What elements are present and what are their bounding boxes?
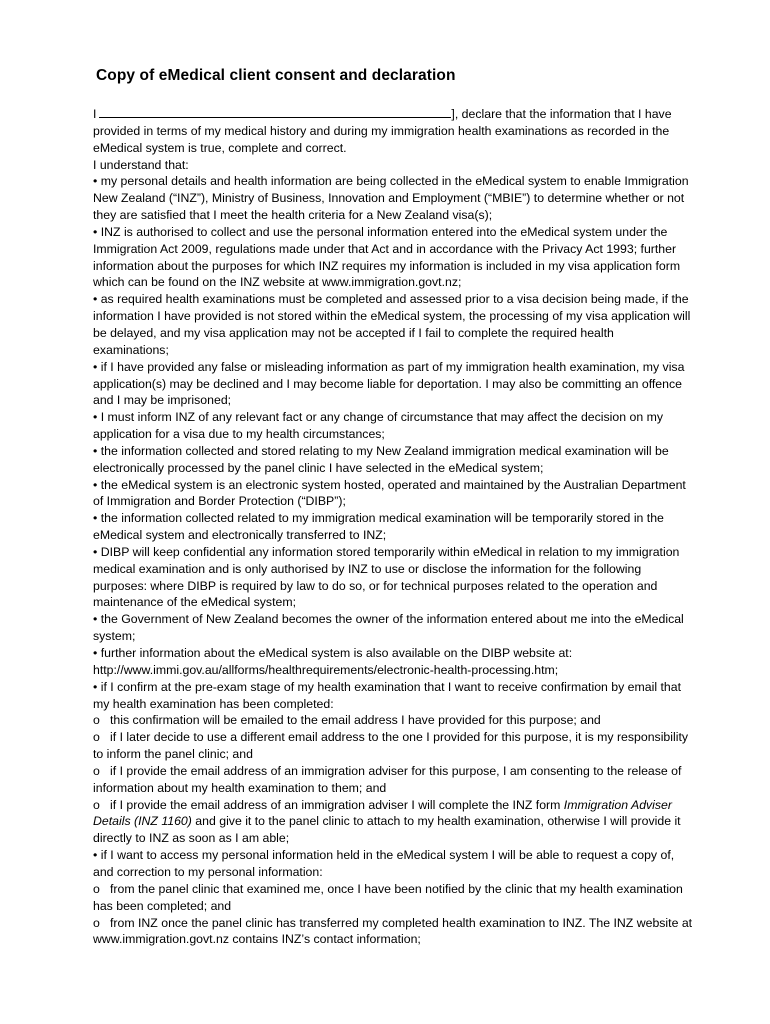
declaration-line [93,107,641,121]
bullet-item: • if I want to access my personal information held in the eMedical system I will be able to request a copy of, and correction to my personal information: [93,848,675,879]
sub-item-text: if I later decide to use a different email address to the one I provided for this purpose, it is my responsibility to inform the panel clinic; and [93,730,689,762]
bullet-item: • the Government of New Zealand becomes the owner of the information entered about me into the eMedical system; [93,612,684,644]
bullet-item: • as required health examinations must be completed and assessed prior to a visa decision being made, if the information I have provided is not stored within the eMedical system, the processing of my visa application will be delayed, and my visa application may not be accepted if I fail to complete the required health examinations; [93,292,691,357]
sub-item [93,797,693,848]
declaration-rest: have provided in terms of my medical history and during my immigration health examinations as recorded in the eMedical system is true, complete and correct. [93,107,672,155]
sub-item-text: this confirmation will be emailed to the email address I have provided for this purpose; and [110,713,601,728]
sub-marker: o [93,763,100,778]
bullet-item: • the information collected related to my immigration medical examination will be temporarily stored in the eMedical system and electronically transferred to INZ; [93,511,664,543]
sub-item-text-after: and give it to the panel clinic to attach to my health examination, otherwise I will provide it directly to INZ as soon as I am able; [93,814,681,846]
sub-item [93,915,693,949]
form-name-italic: Immigration Adviser Details (INZ 1160) [93,797,672,829]
sub-item-text: from INZ once the panel clinic has transferred my completed health examination to INZ. The INZ website at www.immigration.govt.nz contains INZ’s contact information; [93,915,693,947]
bullet-item: • INZ is authorised to collect and use the personal information entered into the eMedical system under the Immigration Act 2009, regulations made under that Act and in accordance with the Privacy Act 1993; further information about the purposes for which INZ requires my information is included in my visa application form which can be found on the INZ website at www.immigration.govt.nz; [93,224,681,290]
declaration-paragraph [93,106,693,157]
sub-item-text-before: if I provide the email address of an immigration adviser I will complete the INZ form [110,797,564,812]
document-page [93,66,693,948]
bullet-item: • further information about the eMedical system is also available on the DIBP website at: http://www.immi.gov.au/allforms/healthrequirements/electronic-health-processing.htm; [93,646,573,677]
bullet-item: • the information collected and stored relating to my New Zealand immigration medical examination will be electronically processed by the panel clinic I have selected in the eMedical system; [93,443,669,475]
bullet-item: • DIBP will keep confidential any information stored temporarily within eMedical in relation to my immigration medical examination and is only authorised by INZ to use or disclose the information for the following purposes: where DIBP is required by law to do so, or for technical purposes related to the operation and maintenance of the eMedical system; [93,544,680,610]
declaration-prefix: I [93,107,97,121]
declaration-suffix: ], declare that the information that I [451,107,642,121]
sub-marker: o [93,881,100,896]
bullet-item: • my personal details and health information are being collected in the eMedical system to enable Immigration New Zealand (“INZ”), Ministry of Business, Innovation and Employment (“MBIE”) to determine whether or not they are satisfied that I meet the health criteria for a New Zealand visa(s); [93,174,689,223]
document-body [93,106,693,948]
understand-heading: I understand that: [93,157,189,172]
sub-item-text: from the panel clinic that examined me, once I have been notified by the clinic that my health examination has been completed; and [93,881,683,913]
bullet-item: • if I have provided any false or misleading information as part of my immigration health examination, my visa application(s) may be declined and I may become liable for deportation. I may also be committing an offence and I may be imprisoned; [93,359,685,408]
sub-item [93,881,693,915]
sub-marker: o [93,713,100,728]
sub-item [93,712,693,729]
document-title: Copy of eMedical client consent and declaration [96,67,456,84]
sub-item-text: if I provide the email address of an immigration adviser for this purpose, I am consenting to the release of information about my health examination to them; and [93,763,682,795]
sub-marker: o [93,915,100,930]
bullet-item: • if I confirm at the pre-exam stage of my health examination that I want to receive confirmation by email that my health examination has been completed: [93,679,681,711]
sub-item [93,729,693,763]
sub-item [93,763,693,797]
sub-marker: o [93,797,100,812]
name-blank-field[interactable] [99,106,451,118]
bullet-item: • the eMedical system is an electronic system hosted, operated and maintained by the Australian Department of Immigration and Border Protection (“DIBP”); [93,477,686,509]
sub-marker: o [93,730,100,745]
bullet-item: • I must inform INZ of any relevant fact or any change of circumstance that may affect the decision on my application for a visa due to my health circumstances; [93,410,663,442]
